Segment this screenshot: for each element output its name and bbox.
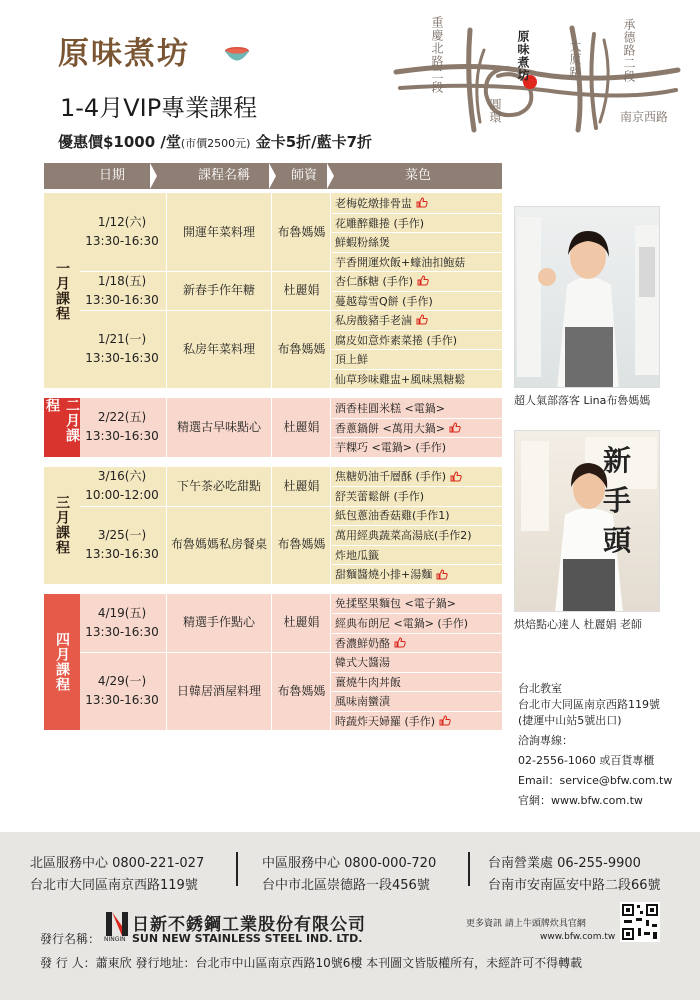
header-divider bbox=[269, 163, 276, 189]
service-center-north: 北區服務中心 0800-221-027 bbox=[30, 856, 205, 871]
dish-name: 私房酸豬手老滷 bbox=[335, 313, 412, 327]
lesson-course: 精選手作點心 bbox=[166, 594, 272, 653]
header-teacher: 師資 bbox=[290, 168, 317, 183]
lesson-teacher: 杜麗娟 bbox=[273, 467, 331, 506]
lesson-teacher: 杜麗娟 bbox=[273, 271, 331, 310]
dish-name: 仙草珍味雞盅+風味黑糖鬆 bbox=[335, 372, 466, 386]
dish-item bbox=[332, 271, 502, 291]
dish-name: 韓式大醬湯 bbox=[335, 655, 390, 669]
month-label: 一月課程 bbox=[44, 193, 80, 388]
lesson-time: 10:00-12:00 bbox=[85, 488, 159, 502]
dish-name: 芋香開運炊飯+蠔油扣鮑菇 bbox=[335, 255, 466, 269]
thumbs-up-icon bbox=[450, 471, 462, 482]
dish-name: 風味南蠻漬 bbox=[335, 695, 390, 709]
lesson-course: 日韓居酒屋料理 bbox=[166, 652, 272, 730]
service-center-tainan: 台南營業處 06-255-9900 bbox=[488, 856, 641, 871]
lesson-date bbox=[80, 193, 164, 271]
road-label: 南京西路 bbox=[620, 110, 669, 124]
thumbs-up-icon bbox=[416, 314, 428, 325]
lesson-day: 1/12(六) bbox=[97, 215, 147, 229]
dish-name: 老梅乾燉排骨盅 bbox=[335, 196, 412, 210]
month-block bbox=[44, 398, 502, 457]
lesson-date bbox=[80, 652, 164, 730]
footer-divider bbox=[468, 852, 470, 886]
dish-name: 杏仁酥糖 (手作) bbox=[335, 274, 414, 288]
lesson-time: 13:30-16:30 bbox=[85, 234, 159, 248]
dish-name: 芋粿巧 <電鍋> (手作) bbox=[335, 441, 447, 455]
dish-item bbox=[332, 193, 502, 213]
dish-item bbox=[332, 252, 502, 272]
dish-item bbox=[332, 467, 502, 487]
month-label: 二月課程 bbox=[44, 398, 80, 457]
service-center-tainan-address: 台南市安南區安中路二段66號 bbox=[488, 878, 661, 893]
lesson-time: 13:30-16:30 bbox=[85, 624, 159, 639]
lesson-date bbox=[80, 467, 164, 506]
chef-portrait-1 bbox=[515, 207, 660, 388]
lesson-course: 精選古早味點心 bbox=[166, 398, 272, 457]
lesson-teacher: 杜麗娟 bbox=[273, 398, 331, 457]
page-title: 1-4月VIP專業課程 bbox=[60, 94, 258, 122]
lesson-time: 13:30-16:30 bbox=[85, 351, 159, 365]
teacher-caption-2: 烘焙點心達人 杜麗娟 老師 bbox=[514, 618, 642, 631]
location-logo bbox=[388, 10, 688, 138]
dish-name: 香蔥鍋餅 <萬用大鍋> bbox=[335, 421, 445, 435]
dish-item bbox=[332, 613, 502, 633]
dish-item bbox=[332, 506, 502, 526]
dish-name: 炸地瓜籤 bbox=[335, 548, 379, 562]
lesson-date bbox=[80, 506, 164, 584]
teacher-photo-1 bbox=[514, 206, 660, 388]
service-center-north-address: 台北市大同區南京西路119號 bbox=[30, 878, 198, 893]
dish-item bbox=[332, 594, 502, 614]
teacher-caption-1: 超人氣部落客 Lina布魯媽媽 bbox=[514, 394, 651, 407]
lesson-course: 下午茶必吃甜點 bbox=[166, 467, 272, 506]
lesson-day: 2/22(五) bbox=[97, 410, 147, 425]
service-center-central-address: 台中市北區崇德路一段456號 bbox=[262, 878, 430, 893]
thumbs-up-icon bbox=[394, 637, 406, 648]
soup-bowl-icon bbox=[224, 44, 250, 66]
header-course: 課程名稱 bbox=[197, 168, 250, 183]
header-dishes: 菜色 bbox=[404, 168, 431, 183]
lesson-day: 1/21(一) bbox=[97, 332, 147, 346]
thumbs-up-icon bbox=[439, 715, 451, 726]
dish-item bbox=[332, 545, 502, 565]
classroom-label: 台北教室 bbox=[518, 682, 562, 695]
lesson-time: 13:30-16:30 bbox=[85, 693, 159, 707]
qr-code-icon[interactable] bbox=[620, 902, 660, 942]
lesson-time: 13:30-16:30 bbox=[85, 429, 159, 444]
dish-item bbox=[332, 525, 502, 545]
dish-name: 免揉堅果麵包 <電子鍋> bbox=[335, 597, 456, 611]
company-name-cn: 日新不銹鋼工業股份有限公司 bbox=[132, 915, 366, 935]
dish-item bbox=[332, 369, 502, 389]
dish-item bbox=[332, 291, 502, 311]
dish-name: 花雕醉雞捲 (手作) bbox=[335, 216, 425, 230]
brand-title: 原味煮坊 bbox=[58, 36, 190, 72]
lesson-day: 4/19(五) bbox=[97, 605, 147, 620]
lesson-teacher: 布魯媽媽 bbox=[273, 506, 331, 584]
lesson-day: 1/18(五) bbox=[97, 273, 147, 288]
road-label: 重慶北路二段 bbox=[430, 16, 444, 94]
price-market: (市價2500元) bbox=[180, 137, 251, 150]
dish-name: 酒香桂圓米糕 <電鍋> bbox=[335, 401, 445, 415]
hotline-label: 洽詢專線： bbox=[518, 734, 573, 747]
lesson-time: 13:30-16:30 bbox=[85, 292, 159, 307]
more-info-url[interactable]: www.bfw.com.tw bbox=[540, 932, 616, 942]
lesson-date bbox=[80, 398, 164, 457]
lesson-time: 13:30-16:30 bbox=[85, 546, 159, 561]
lesson-teacher: 布魯媽媽 bbox=[273, 193, 331, 271]
store-label: 原味煮坊 bbox=[516, 30, 530, 82]
table-header bbox=[44, 163, 502, 189]
company-logo-icon bbox=[106, 912, 128, 936]
dish-name: 經典布朗尼 <電鍋> (手作) bbox=[335, 617, 469, 631]
dish-item bbox=[332, 232, 502, 252]
lesson-date bbox=[80, 310, 164, 388]
dish-item bbox=[332, 652, 502, 672]
footer-divider bbox=[236, 852, 238, 886]
lesson-day: 4/29(一) bbox=[97, 674, 147, 688]
teacher-photo-2 bbox=[514, 430, 660, 612]
road-label: 圓環 bbox=[488, 98, 502, 124]
dish-item bbox=[332, 213, 502, 233]
road-label: 承德路二段 bbox=[622, 18, 636, 83]
dish-item bbox=[332, 437, 502, 457]
dish-item bbox=[332, 418, 502, 438]
dish-name: 焦糖奶油千層酥 (手作) bbox=[335, 470, 447, 484]
dish-item bbox=[332, 633, 502, 653]
dish-item bbox=[332, 398, 502, 418]
price-discount: 金卡5折/藍卡7折 bbox=[250, 133, 373, 151]
dish-item bbox=[332, 564, 502, 584]
dish-item bbox=[332, 672, 502, 692]
dish-name: 頂上鮮 bbox=[335, 353, 368, 367]
publisher-info: 發 行 人：蕭東欣 發行地址：台北市中山區南京西路10號6樓 本刊圖文皆版權所有，未經許可不得轉載 bbox=[40, 956, 583, 970]
lesson-date bbox=[80, 594, 164, 653]
thumbs-up-icon bbox=[417, 275, 429, 286]
email-link[interactable]: Email：service@bfw.com.tw bbox=[518, 774, 673, 787]
month-block bbox=[44, 594, 502, 731]
lesson-teacher: 杜麗娟 bbox=[273, 594, 331, 653]
service-center-central: 中區服務中心 0800-000-720 bbox=[262, 856, 437, 871]
dish-name: 蔓越莓雪Q餅 (手作) bbox=[335, 294, 433, 308]
price-line bbox=[58, 131, 372, 152]
header-divider bbox=[150, 163, 157, 189]
thumbs-up-icon bbox=[449, 422, 461, 433]
mrt-exit: (捷運中山站5號出口) bbox=[518, 714, 622, 727]
month-label: 四月課程 bbox=[44, 594, 80, 731]
dish-name: 薑燒牛肉丼飯 bbox=[335, 675, 401, 689]
dish-name: 萬用經典蔬菜高湯底(手作2) bbox=[335, 529, 472, 543]
price-main: 優惠價$1000 /堂 bbox=[58, 133, 181, 151]
lesson-teacher: 布魯媽媽 bbox=[273, 310, 331, 388]
header-divider bbox=[327, 163, 334, 189]
hotline-number[interactable]: 02-2556-1060 或百貨專櫃 bbox=[518, 754, 655, 767]
dish-name: 舒芙蕾鬆餅 (手作) bbox=[335, 490, 425, 504]
dish-name: 時蔬炸天婦羅 (手作) bbox=[335, 714, 436, 728]
month-block bbox=[44, 467, 502, 584]
header-date: 日期 bbox=[98, 168, 125, 183]
dish-name: 腐皮如意炸素菜捲 (手作) bbox=[335, 333, 458, 347]
month-label: 三月課程 bbox=[44, 467, 80, 584]
dish-name: 鮮蝦粉絲煲 bbox=[335, 236, 390, 250]
lesson-course: 布魯媽媽私房餐桌 bbox=[166, 506, 272, 584]
dish-name: 甜麵醬燒小排+湯麵 bbox=[335, 568, 433, 582]
dish-item bbox=[332, 349, 502, 369]
thumbs-up-icon bbox=[436, 569, 448, 580]
dish-item bbox=[332, 330, 502, 350]
lesson-course: 新春手作年糖 bbox=[166, 271, 272, 310]
road-label: 太原路 bbox=[568, 40, 582, 79]
lesson-course: 開運年菜料理 bbox=[166, 193, 272, 271]
publisher-label: 發行名稱： bbox=[40, 932, 101, 946]
dish-item bbox=[332, 310, 502, 330]
dish-name: 香濃鮮奶酪 bbox=[335, 636, 390, 650]
classroom-address: 台北市大同區南京西路119號 bbox=[518, 698, 660, 711]
month-block bbox=[44, 193, 502, 388]
lesson-date bbox=[80, 271, 164, 310]
dish-name: 紙包蔥油香菇雞(手作1) bbox=[335, 509, 450, 523]
lesson-day: 3/16(六) bbox=[97, 469, 147, 483]
store-sign: 新手頭 bbox=[603, 444, 634, 557]
lesson-teacher: 布魯媽媽 bbox=[273, 652, 331, 730]
more-info-text: 更多資訊 請上牛頭牌炊具官網 bbox=[466, 919, 586, 929]
dish-item bbox=[332, 691, 502, 711]
lesson-course: 私房年菜料理 bbox=[166, 310, 272, 388]
dish-item bbox=[332, 486, 502, 506]
lesson-day: 3/25(一) bbox=[97, 527, 147, 542]
dish-item bbox=[332, 711, 502, 731]
thumbs-up-icon bbox=[416, 197, 428, 208]
company-name-en: SUN NEW STAINLESS STEEL IND. LTD. bbox=[132, 932, 363, 945]
website-link[interactable]: 官網：www.bfw.com.tw bbox=[518, 794, 643, 807]
brand-small: NINGIN bbox=[104, 936, 126, 943]
